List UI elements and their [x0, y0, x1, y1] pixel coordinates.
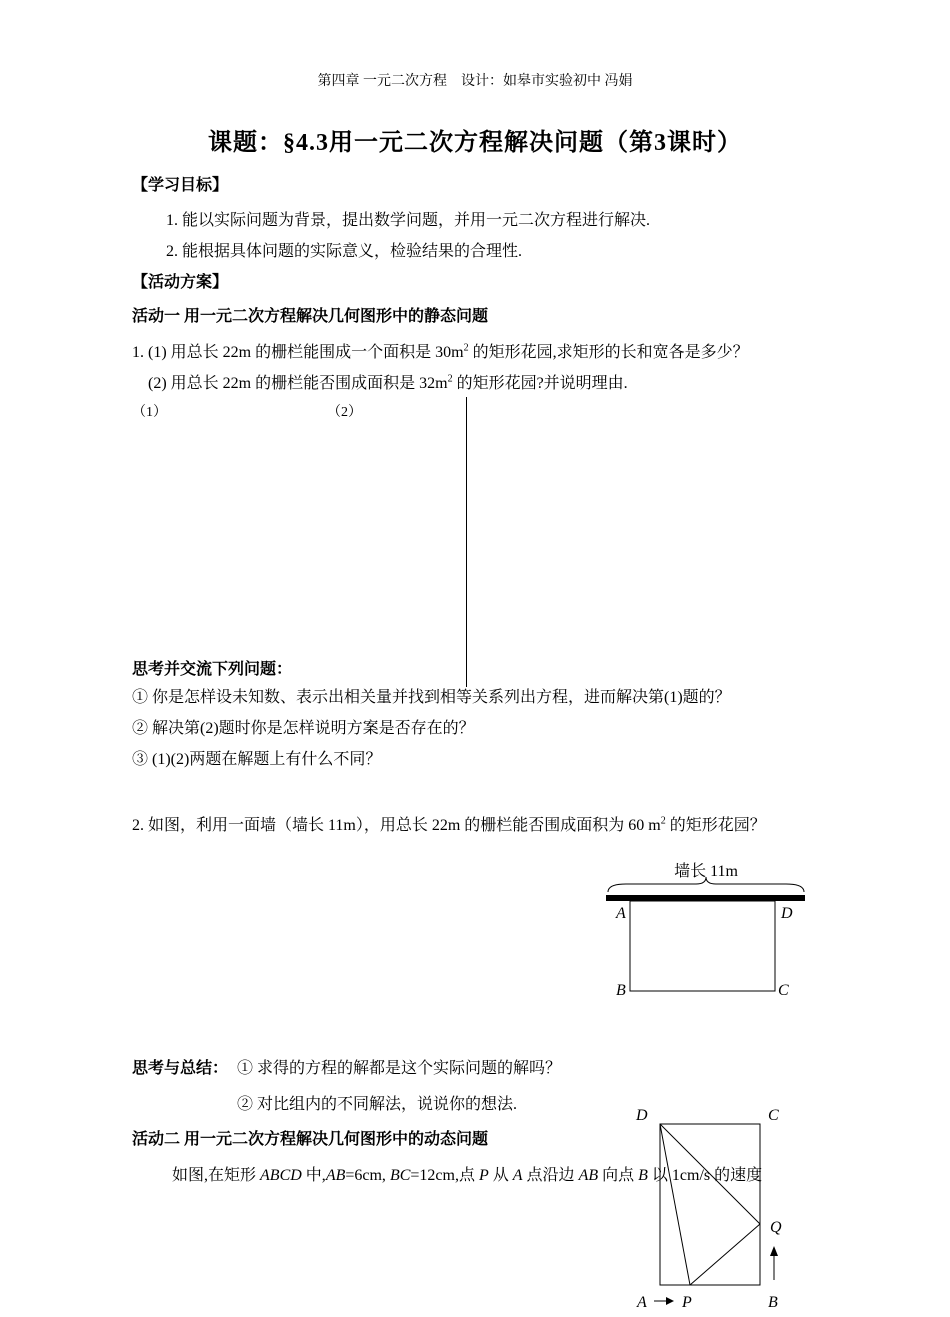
p-var: AB [578, 1167, 599, 1184]
point-q-label: Q [770, 1219, 782, 1236]
q2-text: 2. 如图，利用一面墙（墙长 11m），用总长 22m 的栅栏能否围成面积为 60 m [132, 817, 661, 834]
q-arrowhead [770, 1246, 778, 1256]
q1a-text-end: 的矩形花园,求矩形的长和宽各是多少？ [468, 344, 749, 361]
p-var: ABCD [260, 1167, 302, 1184]
moving-point-figure [630, 1100, 800, 1317]
activity1-heading: 活动一 用一元二次方程解决几何图形中的静态问题 [132, 308, 489, 325]
think-item: ① 你是怎样设未知数、表示出相关量并找到相等关系列出方程，进而解决第(1)题的？ [132, 689, 731, 706]
think-heading: 思考并交流下列问题： [132, 661, 293, 678]
summary-item: ② 对比组内的不同解法，说说你的想法. [237, 1096, 518, 1113]
q1a-text: 1. (1) 用总长 22m 的栅栏能围成一个面积是 30m [132, 344, 464, 361]
p-text: 从 [488, 1167, 513, 1184]
segment-dp [660, 1124, 690, 1285]
goal-item: 1. 能以实际问题为背景，提出数学问题，并用一元二次方程进行解决. [166, 212, 651, 229]
p-text: 中, [301, 1167, 326, 1184]
think-item: ③ (1)(2)两题在解题上有什么不同？ [132, 751, 382, 768]
think-item: ② 解决第(2)题时你是怎样说明方案是否存在的？ [132, 720, 475, 737]
p-var: P [478, 1167, 489, 1184]
activity2-paragraph [172, 1162, 762, 1185]
q1a-sup: 2 [463, 342, 469, 354]
wall-label: 墙长 11m [674, 863, 738, 880]
q1b-text: (2) 用总长 22m 的栅栏能否围成面积是 32m [148, 375, 448, 392]
question2 [132, 812, 766, 835]
q2-text-end: 的矩形花园？ [665, 817, 766, 834]
p-text: 向点 [598, 1167, 639, 1184]
goal-item: 2. 能根据具体问题的实际意义，检验结果的合理性. [166, 243, 523, 260]
p-var: BC [389, 1167, 411, 1184]
p-text: 以 1cm/s 的速度 [647, 1167, 763, 1184]
q1b-text-end: 的矩形花园?并说明理由. [452, 375, 628, 392]
summary-item: ① 求得的方程的解都是这个实际问题的解吗？ [237, 1060, 562, 1077]
q1b-sup: 2 [447, 373, 453, 385]
point-p-label: P [682, 1294, 692, 1311]
goals-heading: 【学习目标】 [132, 177, 229, 194]
segment-pq [690, 1224, 760, 1285]
p-text: =12cm,点 [410, 1167, 479, 1184]
answer-col1-label: （1） [132, 405, 167, 420]
p-text: 点沿边 [522, 1167, 579, 1184]
vertex-c-label: C [778, 982, 789, 999]
q2-sup: 2 [660, 815, 666, 827]
p-var: A [512, 1167, 523, 1184]
vertex-b-label: B [768, 1294, 778, 1311]
p-var: B [638, 1167, 648, 1184]
garden-rectangle [630, 901, 775, 991]
page-title: 课题：§4.3用一元二次方程解决问题（第3课时） [208, 130, 742, 156]
p-var: AB [325, 1167, 346, 1184]
vertex-a-label: A [637, 1294, 647, 1311]
vertex-b-label: B [616, 982, 626, 999]
activity2-heading: 活动二 用一元二次方程解决几何图形中的动态问题 [132, 1131, 489, 1148]
vertex-d-label: D [781, 905, 793, 922]
question1-part2 [148, 370, 628, 393]
page-header: 第四章 一元二次方程 设计：如皋市实验初中 冯娟 [317, 74, 633, 89]
plan-heading: 【活动方案】 [132, 274, 229, 291]
p-text: 如图,在矩形 [172, 1167, 261, 1184]
p-arrowhead [666, 1297, 674, 1305]
vertex-d-label: D [636, 1107, 648, 1124]
vertex-c-label: C [768, 1107, 779, 1124]
vertex-a-label: A [616, 905, 626, 922]
p-text: =6cm, [345, 1167, 390, 1184]
answer-divider [466, 397, 467, 687]
wall-brace [608, 877, 804, 892]
answer-col2-label: （2） [327, 405, 362, 420]
question1-part1 [132, 339, 749, 362]
summary-label: 思考与总结： [132, 1060, 229, 1077]
wall-rectangle-figure [596, 855, 816, 1005]
wall [606, 895, 805, 901]
